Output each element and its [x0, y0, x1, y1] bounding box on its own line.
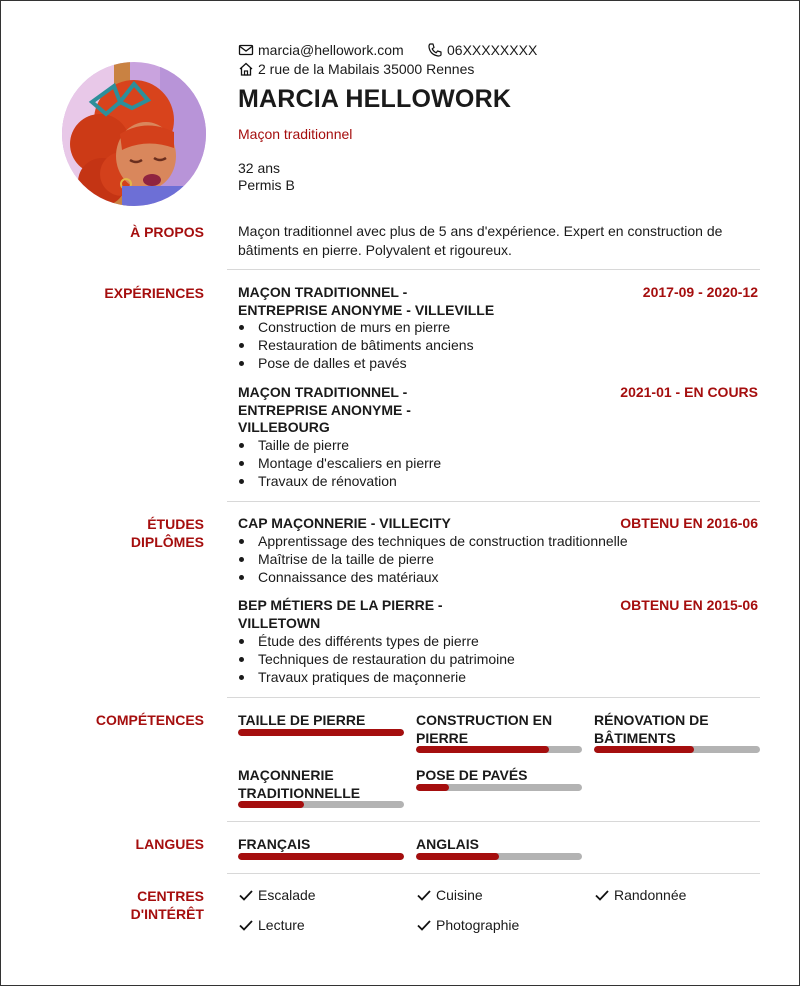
- address-text: 2 rue de la Mabilais 35000 Rennes: [258, 61, 475, 77]
- experience-title-line: ENTREPRISE ANONYME -: [238, 401, 411, 418]
- avatar: [62, 62, 206, 206]
- interest-item: [238, 887, 316, 903]
- education-label-line: DIPLÔMES: [130, 534, 204, 550]
- job-title: Maçon traditionnel: [238, 126, 353, 142]
- skill-bar: [416, 784, 582, 791]
- list-item: Taille de pierre: [238, 436, 441, 454]
- education-date: OBTENU EN 2016-06: [620, 515, 758, 531]
- mail-icon: [238, 42, 254, 58]
- home-icon: [238, 61, 254, 77]
- language-bar-fill: [416, 853, 499, 860]
- list-item: Étude des différents types de pierre: [238, 632, 515, 650]
- check-icon: [416, 917, 432, 933]
- divider: [227, 697, 760, 698]
- age: 32 ans: [238, 160, 281, 176]
- experiences-label: EXPÉRIENCES: [104, 285, 204, 301]
- divider: [227, 269, 760, 270]
- interest-label: Randonnée: [614, 887, 687, 903]
- list-item: Techniques de restauration du patrimoine: [238, 650, 515, 668]
- phone-row: [427, 42, 537, 58]
- phone-text[interactable]: 06XXXXXXXX: [447, 42, 538, 58]
- list-item: Restauration de bâtiments anciens: [238, 336, 474, 354]
- education-label: [131, 515, 204, 551]
- email-row: [238, 42, 404, 58]
- about-text: Maçon traditionnel avec plus de 5 ans d'expérience. Expert en construction de bâtiments en pierre. Polyvalent et rigoureux.: [238, 223, 723, 258]
- education-title-line: BEP MÉTIERS DE LA PIERRE -: [238, 597, 443, 613]
- divider: [227, 501, 760, 502]
- phone-icon: [427, 42, 443, 58]
- interest-item: [416, 917, 519, 933]
- driving-license: Permis B: [238, 177, 295, 193]
- education-title-line: CAP MAÇONNERIE - VILLECITY: [238, 515, 451, 531]
- education-title: [238, 515, 451, 533]
- candidate-name: MARCIA HELLOWORK: [238, 85, 512, 113]
- skills-label: COMPÉTENCES: [95, 712, 204, 728]
- experience-title-line: MAÇON TRADITIONNEL -: [238, 384, 408, 400]
- interest-label: Escalade: [258, 887, 316, 903]
- skill-item: [416, 711, 582, 759]
- check-icon: [416, 887, 432, 903]
- list-item: Montage d'escaliers en pierre: [238, 454, 441, 472]
- address-row: [238, 61, 474, 77]
- skill-name: CONSTRUCTION EN: [416, 712, 553, 728]
- interest-item: [594, 887, 686, 903]
- interest-label: Cuisine: [436, 887, 483, 903]
- skill-item: [238, 766, 404, 814]
- list-item: Construction de murs en pierre: [238, 318, 474, 336]
- interests-label-line: D'INTÉRÊT: [130, 906, 204, 922]
- list-item: Pose de dalles et pavés: [238, 354, 474, 372]
- skill-bar-fill: [238, 729, 404, 736]
- language-item: [416, 835, 582, 865]
- experience-date: 2017-09 - 2020-12: [642, 284, 758, 300]
- skill-name: MAÇONNERIE: [238, 767, 334, 783]
- check-icon: [238, 917, 254, 933]
- education-title: [238, 597, 443, 632]
- experience-tasks: [238, 318, 474, 372]
- experience-title: [238, 384, 411, 437]
- language-name: ANGLAIS: [416, 836, 479, 852]
- interest-item: [238, 917, 305, 933]
- skill-name: TAILLE DE PIERRE: [238, 712, 366, 728]
- interest-item: [416, 887, 483, 903]
- divider: [227, 873, 760, 874]
- email-text[interactable]: marcia@hellowork.com: [258, 42, 404, 58]
- education-label-line: ÉTUDES: [147, 516, 204, 532]
- skill-name: POSE DE PAVÉS: [416, 767, 528, 783]
- list-item: Connaissance des matériaux: [238, 568, 628, 586]
- divider: [227, 821, 760, 822]
- about-label: À PROPOS: [130, 224, 204, 240]
- interests-label-line: CENTRES: [137, 888, 204, 904]
- skill-bar: [416, 746, 582, 753]
- skill-bar: [238, 801, 404, 808]
- language-item: [238, 835, 404, 865]
- education-topics: [238, 632, 515, 686]
- skill-name: PIERRE: [416, 730, 469, 746]
- education-date: OBTENU EN 2015-06: [620, 597, 758, 613]
- skill-bar: [594, 746, 760, 753]
- skill-bar: [238, 729, 404, 736]
- list-item: Maîtrise de la taille de pierre: [238, 550, 628, 568]
- experience-date: 2021-01 - EN COURS: [620, 384, 758, 400]
- experience-title-line: ENTREPRISE ANONYME - VILLEVILLE: [238, 301, 495, 318]
- interest-label: Photographie: [436, 917, 520, 933]
- experience-title-line: MAÇON TRADITIONNEL -: [238, 284, 408, 300]
- skill-bar-fill: [238, 801, 304, 808]
- skill-item: [238, 711, 404, 741]
- skill-item: [594, 711, 760, 759]
- language-bar: [416, 853, 582, 860]
- interest-label: Lecture: [258, 917, 305, 933]
- skill-bar-fill: [416, 746, 549, 753]
- list-item: Travaux de rénovation: [238, 472, 441, 490]
- experience-tasks: [238, 436, 441, 490]
- language-bar-fill: [238, 853, 404, 860]
- check-icon: [594, 887, 610, 903]
- language-name: FRANÇAIS: [238, 836, 311, 852]
- education-title-line: VILLETOWN: [238, 614, 321, 631]
- skill-name: RÉNOVATION DE: [594, 712, 709, 728]
- experience-title-line: VILLEBOURG: [238, 419, 330, 435]
- check-icon: [238, 887, 254, 903]
- language-bar: [238, 853, 404, 860]
- skill-name: BÂTIMENTS: [594, 730, 676, 746]
- list-item: Travaux pratiques de maçonnerie: [238, 668, 515, 686]
- skill-bar-fill: [594, 746, 694, 753]
- education-topics: [238, 532, 628, 586]
- list-item: Apprentissage des techniques de construction traditionnelle: [238, 532, 628, 550]
- experience-title: [238, 284, 494, 319]
- skill-name: TRADITIONNELLE: [238, 785, 361, 801]
- languages-label: LANGUES: [135, 836, 204, 852]
- skill-bar-fill: [416, 784, 449, 791]
- skill-item: [416, 766, 582, 796]
- interests-label: [131, 887, 204, 923]
